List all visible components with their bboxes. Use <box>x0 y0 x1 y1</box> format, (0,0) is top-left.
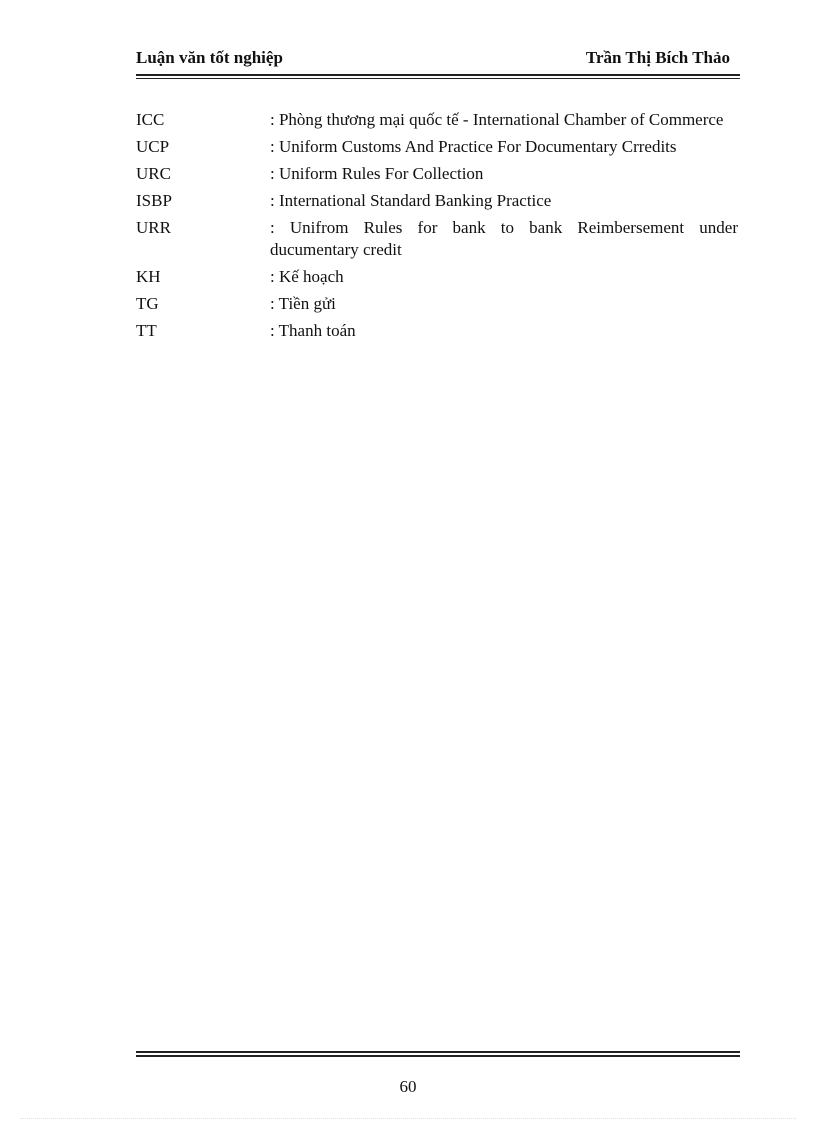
header-divider <box>136 74 740 79</box>
abbreviation-row <box>136 320 738 342</box>
abbreviation-term: URR <box>136 218 171 237</box>
abbreviation-term: UCP <box>136 137 170 156</box>
abbreviation-list <box>136 109 738 347</box>
abbreviation-definition: : International Standard Banking Practice <box>270 191 552 210</box>
abbreviation-definition: : Tiền gửi <box>270 294 336 313</box>
abbreviation-row <box>136 217 738 261</box>
header-author-name: Trần Thị Bích Thảo <box>585 48 730 67</box>
abbreviation-definition: : Kế hoạch <box>270 267 344 286</box>
page-header <box>136 46 740 72</box>
abbreviation-term: KH <box>136 267 161 286</box>
abbreviation-definition: : Thanh toán <box>270 321 356 340</box>
abbreviation-definition: : Uniform Customs And Practice For Documentary Crredits <box>270 137 677 156</box>
abbreviation-definition: : Phòng thương mại quốc tế - International Chamber of Commerce <box>270 110 724 129</box>
page-number: 60 <box>399 1077 417 1096</box>
page-edge-line <box>20 1118 796 1119</box>
abbreviation-row <box>136 109 738 131</box>
abbreviation-term: ISBP <box>136 191 172 210</box>
abbreviation-term: TG <box>136 294 159 313</box>
abbreviation-row <box>136 190 738 212</box>
header-thesis-title: Luận văn tốt nghiệp <box>136 48 283 67</box>
abbreviation-term: TT <box>136 321 157 340</box>
abbreviation-term: URC <box>136 164 171 183</box>
abbreviation-definition: : Uniform Rules For Collection <box>270 164 484 183</box>
abbreviation-row <box>136 163 738 185</box>
abbreviation-definition: : Unifrom Rules for bank to bank Reimbersement under ducumentary credit <box>270 218 738 259</box>
abbreviation-row <box>136 266 738 288</box>
abbreviation-row <box>136 293 738 315</box>
footer-divider <box>136 1051 740 1057</box>
abbreviation-term: ICC <box>136 110 165 129</box>
abbreviation-row <box>136 136 738 158</box>
